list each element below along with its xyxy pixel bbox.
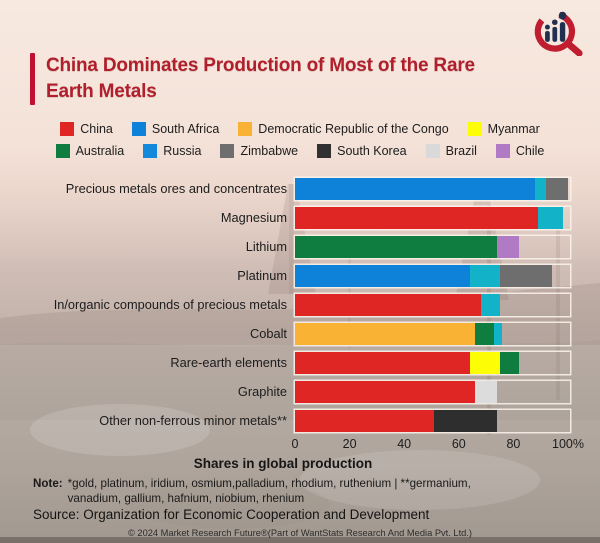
legend-label: Russia [163, 144, 202, 158]
bar-segment [475, 381, 497, 403]
chart-legend [0, 122, 600, 158]
legend-label: Democratic Republic of the Congo [258, 122, 449, 136]
chart-row [0, 232, 600, 261]
bar-segment [500, 352, 519, 374]
legend-item [426, 144, 477, 158]
legend-swatch-icon [496, 144, 510, 158]
bar-segment [497, 236, 519, 258]
legend-swatch-icon [220, 144, 234, 158]
bar-segment [546, 178, 568, 200]
category-label: Magnesium [220, 210, 287, 225]
stacked-bar [295, 178, 570, 200]
bar-segment [434, 410, 497, 432]
legend-swatch-icon [143, 144, 157, 158]
bar-track [295, 236, 570, 258]
legend-label: South Korea [337, 144, 407, 158]
title-accent-bar [30, 53, 35, 105]
stacked-bar [295, 381, 570, 403]
category-label: Rare-earth elements [170, 355, 287, 370]
legend-item [56, 144, 125, 158]
bar-track [295, 381, 570, 403]
chart-row [0, 203, 600, 232]
bar-track [295, 178, 570, 200]
bar-segment [295, 178, 535, 200]
x-axis-tick: 0 [291, 437, 299, 451]
footnote [33, 477, 471, 506]
bar-segment [538, 207, 563, 229]
footnote-label: Note: [33, 477, 63, 490]
bar-segment [481, 294, 500, 316]
category-label: Precious metals ores and concentrates [65, 181, 287, 196]
bar-segment [295, 410, 434, 432]
legend-row [56, 144, 545, 158]
legend-swatch-icon [132, 122, 146, 136]
bar-track [295, 323, 570, 345]
x-axis [291, 437, 584, 453]
market-research-future-logo-icon [529, 8, 587, 56]
chart-row [0, 174, 600, 203]
footnote-text [68, 477, 471, 506]
legend-row [60, 122, 540, 136]
bar-segment [295, 323, 475, 345]
bar-segment [295, 352, 470, 374]
bar-segment [295, 381, 475, 403]
legend-item [60, 122, 113, 136]
category-label: Other non-ferrous minor metals** [99, 413, 287, 428]
title-block [30, 53, 475, 105]
stacked-bar [295, 236, 570, 258]
chart-row [0, 377, 600, 406]
category-label: Platinum [237, 268, 287, 283]
bar-segment [475, 323, 494, 345]
x-axis-tick: 60 [451, 437, 466, 451]
bar-segment [295, 265, 470, 287]
bar-segment [470, 265, 500, 287]
bar-segment [500, 265, 552, 287]
bar-track [295, 265, 570, 287]
legend-swatch-icon [60, 122, 74, 136]
x-axis-tick: 100% [552, 437, 584, 451]
stacked-bar [295, 323, 570, 345]
chart-row [0, 261, 600, 290]
bar-segment [494, 323, 502, 345]
stacked-bar [295, 207, 570, 229]
bar-segment [470, 352, 500, 374]
legend-swatch-icon [468, 122, 482, 136]
legend-item [317, 144, 407, 158]
chart-row [0, 348, 600, 377]
legend-label: Brazil [445, 144, 477, 158]
category-label: Graphite [237, 384, 287, 399]
bar-track [295, 352, 570, 374]
bar-segment [295, 207, 538, 229]
chart-row [0, 290, 600, 319]
legend-label: Chile [515, 144, 545, 158]
stacked-bar [295, 410, 570, 432]
page-title [46, 53, 475, 105]
legend-label: Myanmar [487, 122, 540, 136]
bar-segment [535, 178, 546, 200]
category-label: Cobalt [250, 326, 287, 341]
legend-label: China [80, 122, 113, 136]
footnote-line-1: *gold, platinum, iridium, osmium,palladium, rhodium, ruthenium | **germanium, [67, 477, 471, 490]
legend-label: Zimbabwe [240, 144, 299, 158]
legend-swatch-icon [238, 122, 252, 136]
bar-track [295, 294, 570, 316]
stacked-bar [295, 294, 570, 316]
title-line-1: China Dominates Production of Most of the Rare [46, 55, 475, 76]
source-line: Source: Organization for Economic Cooperation and Development [33, 507, 430, 522]
legend-swatch-icon [56, 144, 70, 158]
footnote-line-2: vanadium, gallium, hafnium, niobium, rhenium [67, 491, 305, 505]
legend-item [238, 122, 448, 136]
category-label: In/organic compounds of precious metals [53, 297, 287, 312]
x-axis-tick: 20 [342, 437, 357, 451]
legend-item [496, 144, 545, 158]
bar-track [295, 410, 570, 432]
legend-label: South Africa [151, 122, 220, 136]
legend-swatch-icon [317, 144, 331, 158]
category-label: Lithium [245, 239, 287, 254]
x-axis-tick: 40 [397, 437, 412, 451]
x-axis-label: Shares in global production [193, 456, 373, 471]
title-line-2: Earth Metals [46, 81, 157, 102]
legend-item [220, 144, 298, 158]
bar-segment [295, 236, 497, 258]
legend-swatch-icon [426, 144, 440, 158]
chart-row [0, 319, 600, 348]
copyright-line: © 2024 Market Research Future®(Part of WantStats Research And Media Pvt. Ltd.) [127, 528, 473, 538]
stacked-bar [295, 265, 570, 287]
bar-segment [295, 294, 481, 316]
x-axis-tick: 80 [506, 437, 521, 451]
legend-item [143, 144, 201, 158]
chart-row [0, 406, 600, 435]
legend-item [468, 122, 540, 136]
legend-item [132, 122, 219, 136]
stacked-bar-chart [0, 174, 600, 435]
stacked-bar [295, 352, 570, 374]
legend-label: Australia [75, 144, 125, 158]
bar-track [295, 207, 570, 229]
